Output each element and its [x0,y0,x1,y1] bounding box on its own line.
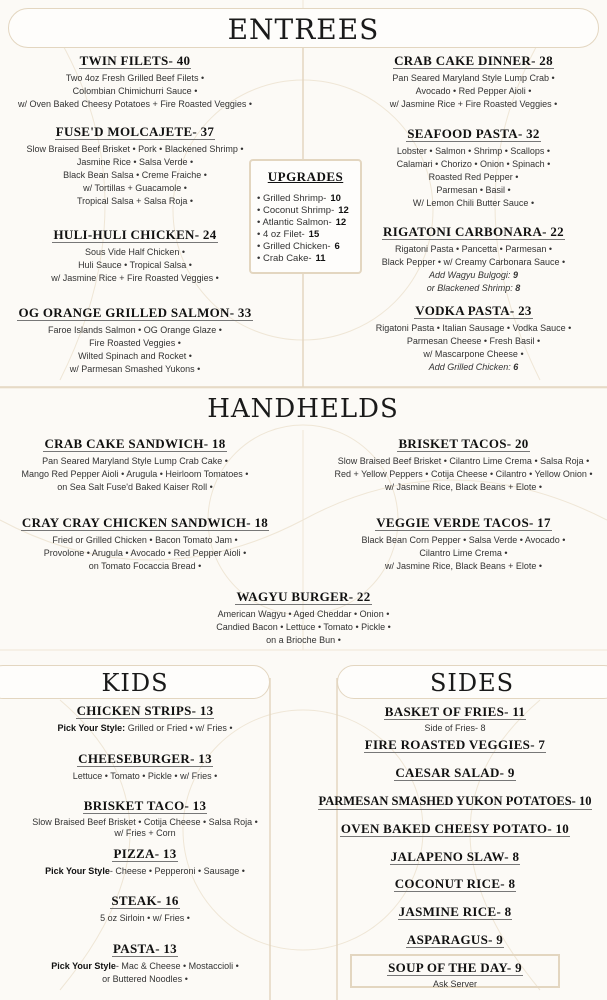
upgrade-price: 12 [335,217,347,228]
handheld-wagyu-burger [160,588,447,647]
side-cheesy-potato [310,820,600,838]
item-title: CHEESEBURGER- 13 [78,751,212,766]
item-desc: on Tomato Focaccia Bread • [88,561,202,571]
item-desc: Sous Vide Half Chicken • [84,247,186,257]
item-desc: Black Pepper • w/ Creamy Carbonara Sauce • [381,257,566,267]
side-asparagus [310,931,600,949]
item-desc: W/ Lemon Chili Butter Sauce • [412,198,535,208]
item-title: FIRE ROASTED VEGGIES- 7 [364,737,546,752]
item-desc: w/ Jasmine Rice, Black Beans + Elote • [385,561,542,571]
sides-banner [337,665,607,699]
upgrade-price: 10 [330,193,341,204]
upgrade-price: 6 [334,241,340,252]
item-desc: Pan Seared Maryland Style Lump Crab • [392,73,555,83]
item-desc: American Wagyu • Aged Cheddar • Onion • [217,609,390,619]
item-desc: Pick Your Style- Cheese • Pepperoni • Sausage • [45,866,245,876]
item-desc: Candied Bacon • Lettuce • Tomato • Pickle • [216,622,391,632]
kids-banner [0,665,270,699]
upgrade-price: 12 [338,205,349,216]
item-title: COCONUT RICE- 8 [394,876,516,891]
kids-cheeseburger [0,750,290,783]
side-jasmine-rice [310,903,600,921]
item-desc: Slow Braised Beef Brisket • Cotija Cheese • Salsa Roja • [32,817,258,827]
upgrade-label: • Atlantic Salmon- [257,217,332,228]
upgrade-label: • Grilled Shrimp- [257,193,327,204]
item-title: FUSE'D MOLCAJETE- 37 [55,124,215,139]
item-title: STEAK- 16 [111,893,179,908]
item-desc: w/ Mascarpone Cheese • [423,349,524,359]
item-desc: Pick Your Style: Grilled or Fried • w/ Fries • [57,723,233,733]
item-desc: Provolone • Arugula • Avocado • Red Pepper Aioli • [43,548,247,558]
item-desc: Slow Braised Beef Brisket • Cilantro Lime Crema • Salsa Roja • [337,456,590,466]
entree-og-orange-salmon [0,304,270,376]
item-title: PIZZA- 13 [113,846,177,861]
item-desc: Cilantro Lime Crema • [419,548,508,558]
entree-rigatoni-carbonara [340,223,607,295]
entree-huli-huli-chicken [0,226,270,285]
kids-pasta [0,940,290,986]
item-title: HULI-HULI CHICKEN- 24 [53,227,217,242]
item-title: ASPARAGUS- 9 [406,932,504,947]
item-desc: Slow Braised Beef Brisket • Pork • Blackened Shrimp • [26,144,244,154]
item-desc: Jasmine Rice • Salsa Verde • [76,157,194,167]
upgrades-title: UPGRADES [267,169,344,184]
item-title: BRISKET TACOS- 20 [398,436,529,451]
item-desc: Fried or Grilled Chicken • Bacon Tomato Jam • [52,535,238,545]
item-title: VODKA PASTA- 23 [415,303,532,318]
item-desc: Lobster • Salmon • Shrimp • Scallops • [396,146,551,156]
upgrade-price: 11 [315,253,326,264]
item-desc: Fire Roasted Veggies • [89,338,181,348]
kids-brisket-taco [0,797,290,839]
item-addon: or Blackened Shrimp: 8 [426,283,521,293]
item-desc: Calamari • Chorizo • Onion • Spinach • [396,159,551,169]
side-soup-of-the-day [310,959,600,991]
handheld-chicken-sandwich [0,514,290,573]
item-title: SOUP OF THE DAY- 9 [388,960,522,975]
item-desc: Lettuce • Tomato • Pickle • w/ Fries • [72,771,218,781]
item-desc: Huli Sauce • Tropical Salsa • [78,260,192,270]
handhelds-heading: HANDHELDS [183,394,423,424]
upgrade-price: 15 [308,229,320,240]
entree-vodka-pasta [340,302,607,374]
item-title: JALAPENO SLAW- 8 [390,849,520,864]
upgrade-label: • Crab Cake- [257,253,312,264]
item-desc: w/ Oven Baked Cheesy Potatoes + Fire Roasted Veggies • [17,99,253,109]
item-title: RIGATONI CARBONARA- 22 [383,224,564,239]
item-addon: Add Wagyu Bulgogi: 9 [429,270,518,280]
item-desc: Tropical Salsa + Salsa Roja • [76,196,194,206]
item-desc: Two 4oz Fresh Grilled Beef Filets • [65,73,205,83]
item-desc: Parmesan • Basil • [436,185,511,195]
side-parmesan-yukon [305,792,605,810]
item-desc: on Sea Salt Fuse'd Baked Kaiser Roll • [57,482,213,492]
item-desc: w/ Fries + Corn [114,828,176,838]
kids-steak [0,892,290,925]
item-title: CAESAR SALAD- 9 [395,765,515,780]
item-desc: Parmesan Cheese • Fresh Basil • [406,336,541,346]
entrees-banner [8,8,599,48]
item-title: CRAB CAKE SANDWICH- 18 [44,436,226,451]
handheld-crab-cake-sandwich [0,435,270,494]
item-desc: w/ Jasmine Rice + Fire Roasted Veggies • [51,273,219,283]
kids-pizza [0,845,290,878]
item-title: VEGGIE VERDE TACOS- 17 [376,515,551,530]
entree-seafood-pasta [340,125,607,210]
item-title: JASMINE RICE- 8 [398,904,512,919]
item-desc: Pick Your Style- Mac & Cheese • Mostaccioli • [51,961,239,971]
kids-heading: KIDS [101,669,169,697]
item-desc: w/ Parmesan Smashed Yukons • [69,364,201,374]
side-fire-roasted-veggies [310,736,600,754]
side-jalapeno-slaw [310,848,600,866]
item-title: TWIN FILETS- 40 [79,53,191,68]
item-title: CRAY CRAY CHICKEN SANDWICH- 18 [21,515,269,530]
item-title: OVEN BAKED CHEESY POTATO- 10 [340,821,570,836]
sides-heading: SIDES [429,669,515,697]
item-desc: w/ Jasmine Rice, Black Beans + Elote • [385,482,542,492]
item-title: OG ORANGE GRILLED SALMON- 33 [18,305,252,320]
item-desc: Red + Yellow Peppers • Cotija Cheese • Cilantro • Yellow Onion • [334,469,593,479]
side-caesar-salad [310,764,600,782]
item-desc: Side of Fries- 8 [424,723,486,733]
handheld-veggie-verde-tacos [320,514,607,573]
item-desc: on a Brioche Bun • [266,635,341,645]
item-title: WAGYU BURGER- 22 [236,589,371,604]
side-coconut-rice [310,875,600,893]
handheld-brisket-tacos [320,435,607,494]
item-desc: Mango Red Pepper Aioli • Arugula • Heirloom Tomatoes • [21,469,249,479]
item-title: PARMESAN SMASHED YUKON POTATOES- 10 [318,794,592,808]
item-desc: or Buttered Noodles • [102,974,188,984]
item-title: BRISKET TACO- 13 [83,798,207,813]
item-desc: Faroe Islands Salmon • OG Orange Glaze • [48,325,222,335]
item-desc: Black Bean Salsa • Creme Fraiche • [63,170,207,180]
upgrade-label: • Grilled Chicken- [257,241,331,252]
item-desc: w/ Jasmine Rice + Fire Roasted Veggies • [389,99,558,109]
item-addon: Add Grilled Chicken: 6 [428,362,519,372]
upgrade-label: • Coconut Shrimp- [257,205,335,216]
item-desc: Rigatoni Pasta • Italian Sausage • Vodka Sauce • [375,323,572,333]
item-desc: Roasted Red Pepper • [428,172,519,182]
item-desc: w/ Tortillas + Guacamole • [83,183,187,193]
item-title: CRAB CAKE DINNER- 28 [394,53,553,68]
entree-molcajete [0,123,270,208]
entree-crab-cake-dinner [340,52,607,111]
item-title: CHICKEN STRIPS- 13 [76,703,214,718]
item-desc: 5 oz Sirloin • w/ Fries • [100,913,190,923]
upgrade-label: • 4 oz Filet- [257,229,305,240]
item-title: SEAFOOD PASTA- 32 [407,126,540,141]
item-title: PASTA- 13 [113,941,177,956]
entrees-heading: ENTREES [227,13,380,46]
item-title: BASKET OF FRIES- 11 [384,704,526,719]
item-desc: Rigatoni Pasta • Pancetta • Parmesan • [394,244,553,254]
item-desc: Black Bean Corn Pepper • Salsa Verde • Avocado • [361,535,566,545]
entree-twin-filets [0,52,270,111]
side-basket-of-fries [310,703,600,735]
item-desc: Avocado • Red Pepper Aioli • [415,86,532,96]
item-desc: Pan Seared Maryland Style Lump Crab Cake • [42,456,228,466]
item-desc: Wilted Spinach and Rocket • [78,351,192,361]
item-desc: Colombian Chimichurri Sauce • [72,86,198,96]
item-desc: Ask Server [432,979,477,989]
kids-chicken-strips [0,702,290,735]
